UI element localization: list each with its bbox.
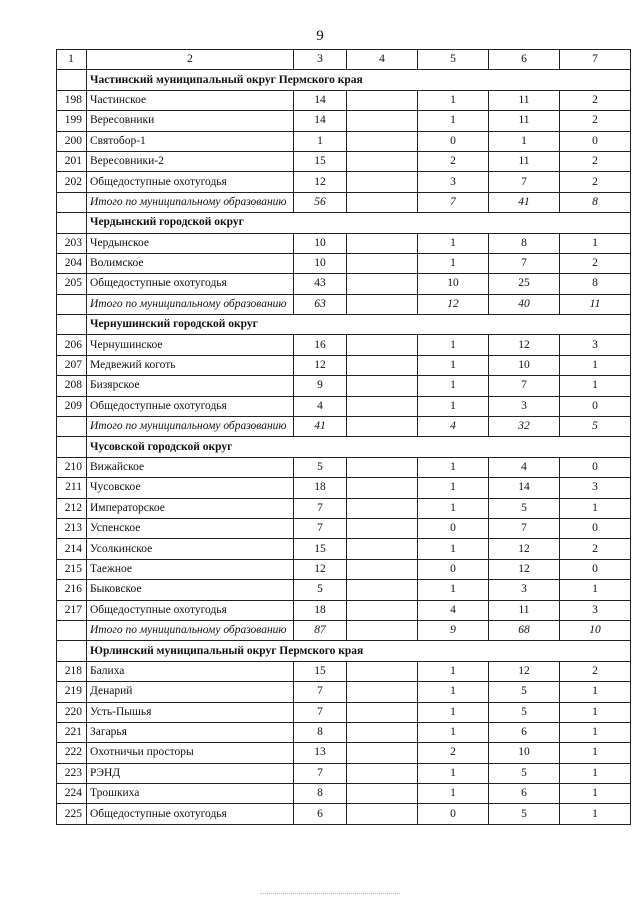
table-cell-col-3: 6 (294, 804, 347, 824)
table-cell-col-2: Императорское (87, 498, 294, 518)
table-cell-col-7: 0 (560, 559, 631, 579)
table-cell-col-6: 32 (489, 417, 560, 437)
table-cell-col-5: 1 (418, 253, 489, 273)
section-empty-cell (57, 315, 87, 335)
table-row (57, 539, 631, 559)
table-cell-col-6: 3 (489, 580, 560, 600)
section-row (57, 315, 631, 335)
table-cell-col-7: 0 (560, 518, 631, 538)
table-row (57, 274, 631, 294)
table-cell-col-1: 200 (57, 131, 87, 151)
table-cell-col-5: 1 (418, 376, 489, 396)
table-cell-col-2: Общедоступные охотугодья (87, 804, 294, 824)
table-row (57, 131, 631, 151)
table-cell-col-6: 11 (489, 111, 560, 131)
table-row (57, 233, 631, 253)
table-cell-col-1: 221 (57, 722, 87, 742)
table-cell-col-4 (347, 763, 418, 783)
table-cell-col-5: 1 (418, 111, 489, 131)
table-cell-col-3: 15 (294, 151, 347, 171)
table-cell-col-3: 18 (294, 600, 347, 620)
table-cell-col-2: Денарий (87, 682, 294, 702)
table-cell-col-3: 12 (294, 355, 347, 375)
table-cell-col-7: 5 (560, 417, 631, 437)
table-cell-col-2: Быковское (87, 580, 294, 600)
table-cell-col-2: Итого по муниципальному образованию (87, 417, 294, 437)
table-cell-col-1: 202 (57, 172, 87, 192)
table-row (57, 743, 631, 763)
total-row (57, 417, 631, 437)
table-cell-col-5: 1 (418, 457, 489, 477)
table-cell-col-1: 215 (57, 559, 87, 579)
table-cell-col-7: 1 (560, 233, 631, 253)
table-cell-col-5: 1 (418, 722, 489, 742)
table-cell-col-2: Чердынское (87, 233, 294, 253)
table-cell-col-2: Усть-Пышья (87, 702, 294, 722)
table-cell-col-5: 1 (418, 355, 489, 375)
table-cell-col-7: 8 (560, 192, 631, 212)
table-cell-col-6: 10 (489, 355, 560, 375)
table-cell-col-1 (57, 192, 87, 212)
table-cell-col-5: 1 (418, 233, 489, 253)
table-cell-col-6: 7 (489, 518, 560, 538)
table-cell-col-5: 1 (418, 661, 489, 681)
table-cell-col-7: 8 (560, 274, 631, 294)
table-cell-col-1: 212 (57, 498, 87, 518)
table-cell-col-2: Усолкинское (87, 539, 294, 559)
table-cell-col-5: 9 (418, 620, 489, 640)
table-cell-col-6: 12 (489, 661, 560, 681)
table-cell-col-1: 208 (57, 376, 87, 396)
table-cell-col-1: 211 (57, 478, 87, 498)
table-cell-col-2: Чусовское (87, 478, 294, 498)
table-cell-col-4 (347, 518, 418, 538)
table-row (57, 763, 631, 783)
table-cell-col-4 (347, 620, 418, 640)
table-cell-col-3: 7 (294, 518, 347, 538)
table-cell-col-7: 1 (560, 498, 631, 518)
table-cell-col-2: Загарья (87, 722, 294, 742)
table-cell-col-3: 43 (294, 274, 347, 294)
table-cell-col-6: 11 (489, 600, 560, 620)
table-cell-col-6: 12 (489, 335, 560, 355)
table-row (57, 518, 631, 538)
header-cell: 2 (87, 50, 294, 70)
table-cell-col-4 (347, 539, 418, 559)
table-row (57, 580, 631, 600)
table-cell-col-1: 213 (57, 518, 87, 538)
table-cell-col-6: 14 (489, 478, 560, 498)
table-cell-col-3: 16 (294, 335, 347, 355)
table-cell-col-4 (347, 498, 418, 518)
table-cell-col-5: 2 (418, 743, 489, 763)
table-cell-col-5: 12 (418, 294, 489, 314)
table-cell-col-2: РЭНД (87, 763, 294, 783)
table-cell-col-3: 10 (294, 233, 347, 253)
table-cell-col-2: Общедоступные охотугодья (87, 274, 294, 294)
table-row (57, 784, 631, 804)
table-cell-col-7: 1 (560, 376, 631, 396)
table-cell-col-2: Балиха (87, 661, 294, 681)
total-row (57, 620, 631, 640)
table-cell-col-5: 1 (418, 580, 489, 600)
table-cell-col-7: 0 (560, 457, 631, 477)
table-row (57, 253, 631, 273)
table-cell-col-5: 1 (418, 784, 489, 804)
header-cell: 4 (347, 50, 418, 70)
table-cell-col-5: 2 (418, 151, 489, 171)
table-cell-col-2: Общедоступные охотугодья (87, 396, 294, 416)
table-cell-col-5: 10 (418, 274, 489, 294)
table-cell-col-1: 209 (57, 396, 87, 416)
table-cell-col-1: 199 (57, 111, 87, 131)
table-cell-col-4 (347, 682, 418, 702)
table-cell-col-4 (347, 111, 418, 131)
table-cell-col-6: 7 (489, 376, 560, 396)
table-cell-col-5: 1 (418, 702, 489, 722)
table-cell-col-3: 9 (294, 376, 347, 396)
table-cell-col-6: 1 (489, 131, 560, 151)
table-body (57, 50, 631, 825)
table-cell-col-4 (347, 294, 418, 314)
table-cell-col-6: 8 (489, 233, 560, 253)
table-cell-col-4 (347, 253, 418, 273)
table-cell-col-6: 10 (489, 743, 560, 763)
table-cell-col-5: 1 (418, 396, 489, 416)
table-row (57, 478, 631, 498)
table-row (57, 682, 631, 702)
table-cell-col-4 (347, 743, 418, 763)
table-cell-col-2: Итого по муниципальному образованию (87, 192, 294, 212)
table-cell-col-4 (347, 722, 418, 742)
table-cell-col-7: 2 (560, 253, 631, 273)
table-cell-col-1: 198 (57, 90, 87, 110)
table-cell-col-1: 224 (57, 784, 87, 804)
table-row (57, 335, 631, 355)
table-cell-col-1: 218 (57, 661, 87, 681)
table-cell-col-7: 1 (560, 743, 631, 763)
header-cell: 5 (418, 50, 489, 70)
table-cell-col-6: 6 (489, 784, 560, 804)
table-cell-col-1: 216 (57, 580, 87, 600)
section-title: Чернушинский городской округ (87, 315, 631, 335)
header-cell: 6 (489, 50, 560, 70)
table-cell-col-5: 7 (418, 192, 489, 212)
table-cell-col-1: 217 (57, 600, 87, 620)
table-cell-col-6: 40 (489, 294, 560, 314)
table-cell-col-6: 6 (489, 722, 560, 742)
table-cell-col-7: 3 (560, 600, 631, 620)
table-cell-col-7: 10 (560, 620, 631, 640)
table-cell-col-6: 25 (489, 274, 560, 294)
section-row (57, 641, 631, 661)
table-cell-col-1: 204 (57, 253, 87, 273)
section-title: Юрлинский муниципальный округ Пермского края (87, 641, 631, 661)
total-row (57, 192, 631, 212)
table-row (57, 702, 631, 722)
table-cell-col-3: 8 (294, 722, 347, 742)
table-cell-col-6: 5 (489, 804, 560, 824)
table-cell-col-2: Святобор-1 (87, 131, 294, 151)
table-row (57, 600, 631, 620)
table-cell-col-3: 7 (294, 702, 347, 722)
table-row (57, 376, 631, 396)
table-cell-col-6: 41 (489, 192, 560, 212)
table-cell-col-7: 2 (560, 111, 631, 131)
table-cell-col-4 (347, 151, 418, 171)
table-cell-col-2: Общедоступные охотугодья (87, 172, 294, 192)
table-cell-col-2: Итого по муниципальному образованию (87, 294, 294, 314)
table-cell-col-5: 0 (418, 518, 489, 538)
table-cell-col-2: Трошкиха (87, 784, 294, 804)
table-cell-col-5: 4 (418, 417, 489, 437)
table-cell-col-5: 4 (418, 600, 489, 620)
table-cell-col-4 (347, 233, 418, 253)
table-cell-col-1 (57, 417, 87, 437)
table-cell-col-2: Общедоступные охотугодья (87, 600, 294, 620)
table-cell-col-7: 0 (560, 396, 631, 416)
table-cell-col-3: 10 (294, 253, 347, 273)
hunting-grounds-table (56, 49, 631, 825)
table-row (57, 172, 631, 192)
table-cell-col-4 (347, 192, 418, 212)
table-cell-col-4 (347, 376, 418, 396)
table-cell-col-3: 12 (294, 559, 347, 579)
section-title: Чердынский городской округ (87, 213, 631, 233)
table-cell-col-4 (347, 702, 418, 722)
table-cell-col-1: 207 (57, 355, 87, 375)
table-cell-col-3: 87 (294, 620, 347, 640)
table-cell-col-7: 0 (560, 131, 631, 151)
scan-artifact (260, 893, 400, 895)
table-cell-col-4 (347, 559, 418, 579)
table-row (57, 151, 631, 171)
table-cell-col-6: 68 (489, 620, 560, 640)
table-cell-col-1: 203 (57, 233, 87, 253)
section-empty-cell (57, 70, 87, 90)
header-cell: 3 (294, 50, 347, 70)
table-cell-col-2: Вересовники-2 (87, 151, 294, 171)
table-cell-col-2: Таежное (87, 559, 294, 579)
section-title: Чусовской городской округ (87, 437, 631, 457)
table-cell-col-3: 13 (294, 743, 347, 763)
table-cell-col-3: 14 (294, 90, 347, 110)
table-cell-col-6: 7 (489, 253, 560, 273)
table-cell-col-3: 18 (294, 478, 347, 498)
table-cell-col-5: 3 (418, 172, 489, 192)
table-cell-col-5: 1 (418, 763, 489, 783)
table-row (57, 90, 631, 110)
table-cell-col-1: 201 (57, 151, 87, 171)
table-cell-col-4 (347, 784, 418, 804)
table-cell-col-1: 206 (57, 335, 87, 355)
table-cell-col-6: 11 (489, 90, 560, 110)
table-cell-col-6: 4 (489, 457, 560, 477)
table-cell-col-2: Медвежий коготь (87, 355, 294, 375)
table-cell-col-1: 205 (57, 274, 87, 294)
total-row (57, 294, 631, 314)
table-cell-col-2: Вересовники (87, 111, 294, 131)
table-cell-col-3: 5 (294, 580, 347, 600)
table-cell-col-1 (57, 294, 87, 314)
table-cell-col-3: 7 (294, 682, 347, 702)
table-cell-col-4 (347, 417, 418, 437)
table-cell-col-1: 219 (57, 682, 87, 702)
section-empty-cell (57, 437, 87, 457)
table-cell-col-1: 225 (57, 804, 87, 824)
table-cell-col-3: 7 (294, 498, 347, 518)
table-cell-col-7: 1 (560, 355, 631, 375)
table-cell-col-6: 12 (489, 539, 560, 559)
table-cell-col-7: 2 (560, 90, 631, 110)
table-cell-col-5: 1 (418, 90, 489, 110)
table-cell-col-5: 1 (418, 498, 489, 518)
table-row (57, 355, 631, 375)
table-cell-col-2: Чернушинское (87, 335, 294, 355)
table-cell-col-7: 1 (560, 804, 631, 824)
table-cell-col-3: 8 (294, 784, 347, 804)
table-cell-col-7: 2 (560, 661, 631, 681)
table-cell-col-5: 1 (418, 682, 489, 702)
table-cell-col-7: 2 (560, 539, 631, 559)
table-cell-col-4 (347, 600, 418, 620)
table-cell-col-7: 1 (560, 702, 631, 722)
table-cell-col-3: 14 (294, 111, 347, 131)
section-title: Частинский муниципальный округ Пермского края (87, 70, 631, 90)
table-cell-col-6: 5 (489, 763, 560, 783)
table-cell-col-7: 2 (560, 151, 631, 171)
table-row (57, 722, 631, 742)
table-cell-col-3: 41 (294, 417, 347, 437)
table-cell-col-3: 56 (294, 192, 347, 212)
table-cell-col-2: Итого по муниципальному образованию (87, 620, 294, 640)
table-row (57, 804, 631, 824)
table-cell-col-6: 5 (489, 682, 560, 702)
table-cell-col-3: 4 (294, 396, 347, 416)
table-cell-col-4 (347, 661, 418, 681)
table-cell-col-3: 7 (294, 763, 347, 783)
table-cell-col-5: 1 (418, 539, 489, 559)
section-empty-cell (57, 641, 87, 661)
table-cell-col-6: 11 (489, 151, 560, 171)
table-cell-col-3: 12 (294, 172, 347, 192)
section-row (57, 70, 631, 90)
table-cell-col-4 (347, 131, 418, 151)
table-cell-col-5: 0 (418, 131, 489, 151)
table-cell-col-4 (347, 396, 418, 416)
table-cell-col-7: 1 (560, 580, 631, 600)
table-row (57, 396, 631, 416)
table-cell-col-7: 11 (560, 294, 631, 314)
table-cell-col-6: 3 (489, 396, 560, 416)
table-cell-col-1: 214 (57, 539, 87, 559)
section-row (57, 213, 631, 233)
table-cell-col-4 (347, 478, 418, 498)
table-cell-col-7: 3 (560, 478, 631, 498)
table-cell-col-5: 1 (418, 335, 489, 355)
table-cell-col-7: 1 (560, 763, 631, 783)
header-cell: 1 (57, 50, 87, 70)
table-cell-col-2: Частинское (87, 90, 294, 110)
table-cell-col-3: 63 (294, 294, 347, 314)
table-cell-col-6: 7 (489, 172, 560, 192)
table-cell-col-5: 0 (418, 804, 489, 824)
section-empty-cell (57, 213, 87, 233)
section-row (57, 437, 631, 457)
table-row (57, 498, 631, 518)
table-cell-col-6: 12 (489, 559, 560, 579)
table-cell-col-1 (57, 620, 87, 640)
table-cell-col-3: 1 (294, 131, 347, 151)
table-cell-col-4 (347, 274, 418, 294)
table-cell-col-2: Вижайское (87, 457, 294, 477)
table-cell-col-4 (347, 457, 418, 477)
table-cell-col-2: Бизярское (87, 376, 294, 396)
table-row (57, 457, 631, 477)
table-cell-col-1: 220 (57, 702, 87, 722)
table-cell-col-1: 222 (57, 743, 87, 763)
table-cell-col-2: Волимское (87, 253, 294, 273)
table-cell-col-7: 3 (560, 335, 631, 355)
table-cell-col-4 (347, 355, 418, 375)
table-cell-col-4 (347, 580, 418, 600)
table-cell-col-5: 1 (418, 478, 489, 498)
table-cell-col-3: 15 (294, 661, 347, 681)
table-row (57, 661, 631, 681)
table-cell-col-6: 5 (489, 498, 560, 518)
page-number: 9 (316, 28, 324, 44)
table-cell-col-7: 1 (560, 722, 631, 742)
header-cell: 7 (560, 50, 631, 70)
table-cell-col-7: 2 (560, 172, 631, 192)
table-cell-col-5: 0 (418, 559, 489, 579)
table-cell-col-4 (347, 90, 418, 110)
table-row (57, 559, 631, 579)
table-cell-col-2: Успенское (87, 518, 294, 538)
table-cell-col-7: 1 (560, 682, 631, 702)
table-cell-col-1: 210 (57, 457, 87, 477)
table-cell-col-6: 5 (489, 702, 560, 722)
table-row (57, 111, 631, 131)
table-cell-col-4 (347, 804, 418, 824)
table-cell-col-4 (347, 335, 418, 355)
table-cell-col-3: 5 (294, 457, 347, 477)
table-cell-col-2: Охотничьи просторы (87, 743, 294, 763)
table-cell-col-3: 15 (294, 539, 347, 559)
table-cell-col-4 (347, 172, 418, 192)
table-cell-col-7: 1 (560, 784, 631, 804)
table-cell-col-1: 223 (57, 763, 87, 783)
table-header-row (57, 50, 631, 70)
